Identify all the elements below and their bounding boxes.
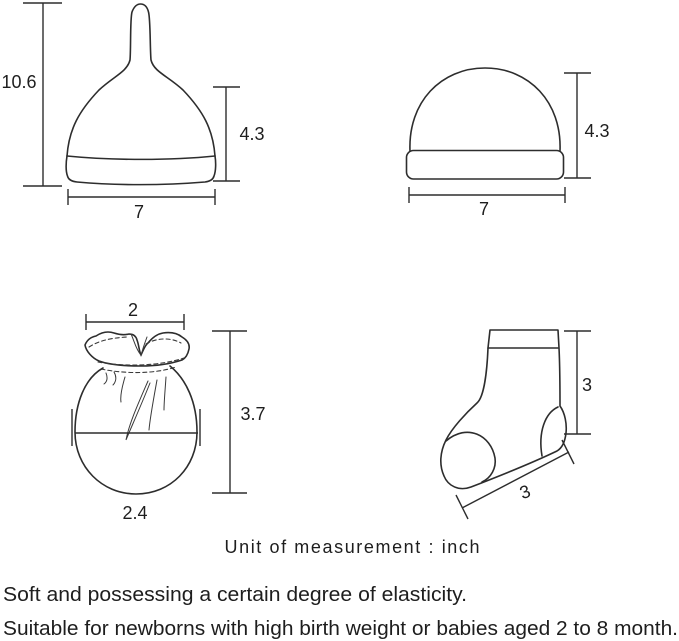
sock-foot-length-label: 3 — [516, 480, 534, 504]
beanie-band-outline — [407, 151, 564, 180]
beanie-figure — [407, 68, 610, 219]
knot-hat-band-line — [67, 156, 215, 159]
beanie-height-label: 4.3 — [584, 121, 610, 141]
dimension-tick — [562, 440, 574, 464]
beanie-dome-outline — [410, 68, 560, 151]
mitten-wrinkle-line — [126, 381, 150, 440]
knot-hat-height-label: 10.6 — [1, 72, 37, 92]
beanie-height-dimension — [564, 73, 610, 178]
mitten-wrinkle-line — [113, 372, 116, 385]
mitten-ruffle-fold-line — [141, 337, 147, 356]
knot-hat-crown-label: 4.3 — [239, 124, 265, 144]
mitten-opening-dimension — [86, 300, 184, 330]
mitten-body-outline — [75, 366, 197, 494]
mitten-height-dimension — [212, 331, 266, 493]
unit-of-measurement-text: Unit of measurement : inch — [224, 537, 480, 557]
knot-hat-width-dimension — [68, 189, 215, 222]
mitten-ruffle-stitch-line — [89, 337, 127, 347]
sock-heel-line — [541, 407, 558, 456]
dimension-line — [462, 452, 569, 508]
sock-height-label: 3 — [581, 375, 593, 395]
sock-outline — [441, 330, 566, 489]
notes-block — [3, 537, 678, 640]
mitten-height-label: 3.7 — [240, 404, 266, 424]
mitten-opening-label: 2 — [127, 300, 139, 320]
mitten-wrinkle-line — [104, 373, 107, 384]
mitten-gather-stitch-line — [101, 367, 176, 373]
mitten-wrinkle-line — [164, 377, 166, 410]
mitten-width-label: 2.4 — [122, 503, 148, 523]
dimension-tick — [456, 495, 468, 519]
mitten-wrinkle-line — [149, 380, 157, 430]
sock-height-dimension — [564, 331, 592, 434]
sock-toe-line — [446, 432, 495, 482]
knot-hat-crown-dimension — [213, 87, 265, 181]
knot-hat-height-dimension — [1, 3, 62, 186]
beanie-width-label: 7 — [478, 199, 490, 219]
mitten-width-dimension — [72, 409, 200, 523]
elasticity-note-text: Soft and possessing a certain degree of elasticity. — [3, 584, 467, 606]
knot-hat-figure — [1, 3, 264, 222]
mitten-figure — [72, 300, 266, 523]
mitten-wrinkle-line — [121, 377, 125, 402]
sock-figure — [441, 330, 592, 519]
knot-hat-width-label: 7 — [133, 202, 145, 222]
beanie-width-dimension — [409, 187, 565, 219]
suitability-note-text: Suitable for newborns with high birth weight or babies aged 2 to 8 month. — [3, 618, 678, 640]
